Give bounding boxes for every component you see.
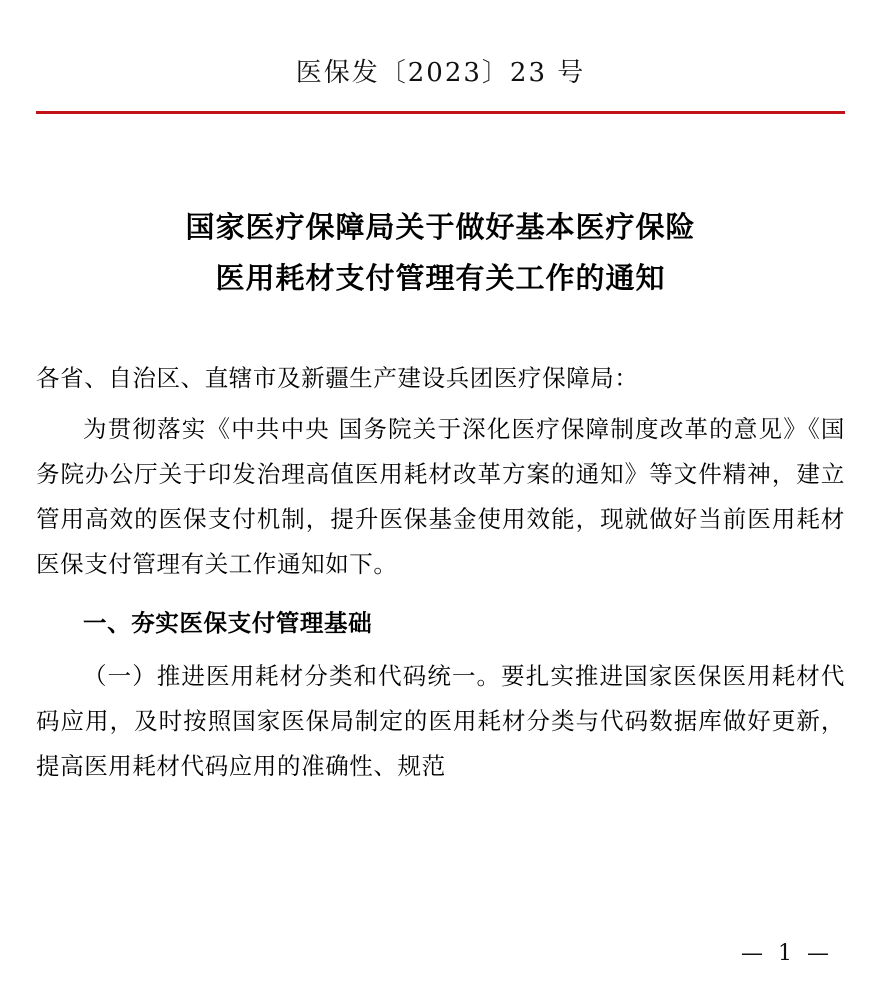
title-line-1: 国家医疗保障局关于做好基本医疗保险: [185, 210, 696, 244]
red-separator-rule: [36, 111, 845, 114]
intro-paragraph: 为贯彻落实《中共中央 国务院关于深化医疗保障制度改革的意见》《国务院办公厅关于印发治理高值医用耗材改革方案的通知》等文件精神，建立管用高效的医保支付机制，提升医保基金使用效能，现就做好当前医用耗材医保支付管理有关工作通知如下。: [36, 414, 845, 578]
salutation: 各省、自治区、直辖市及新疆生产建设兵团医疗保障局：: [36, 363, 639, 392]
document-body: [36, 356, 845, 790]
page-number: — 1 —: [741, 941, 833, 966]
section-heading-1: 一、夯实医保支付管理基础: [83, 609, 373, 638]
section-paragraph-1: （一）推进医用耗材分类和代码统一。要扎实推进国家医保医用耗材代码应用，及时按照国家医保局制定的医用耗材分类与代码数据库做好更新，提高医用耗材代码应用的准确性、规范: [36, 662, 845, 781]
document-number: 医保发〔2023〕23 号: [295, 58, 586, 88]
title-line-2: 医用耗材支付管理有关工作的通知: [215, 260, 666, 295]
document-title: [36, 202, 845, 304]
